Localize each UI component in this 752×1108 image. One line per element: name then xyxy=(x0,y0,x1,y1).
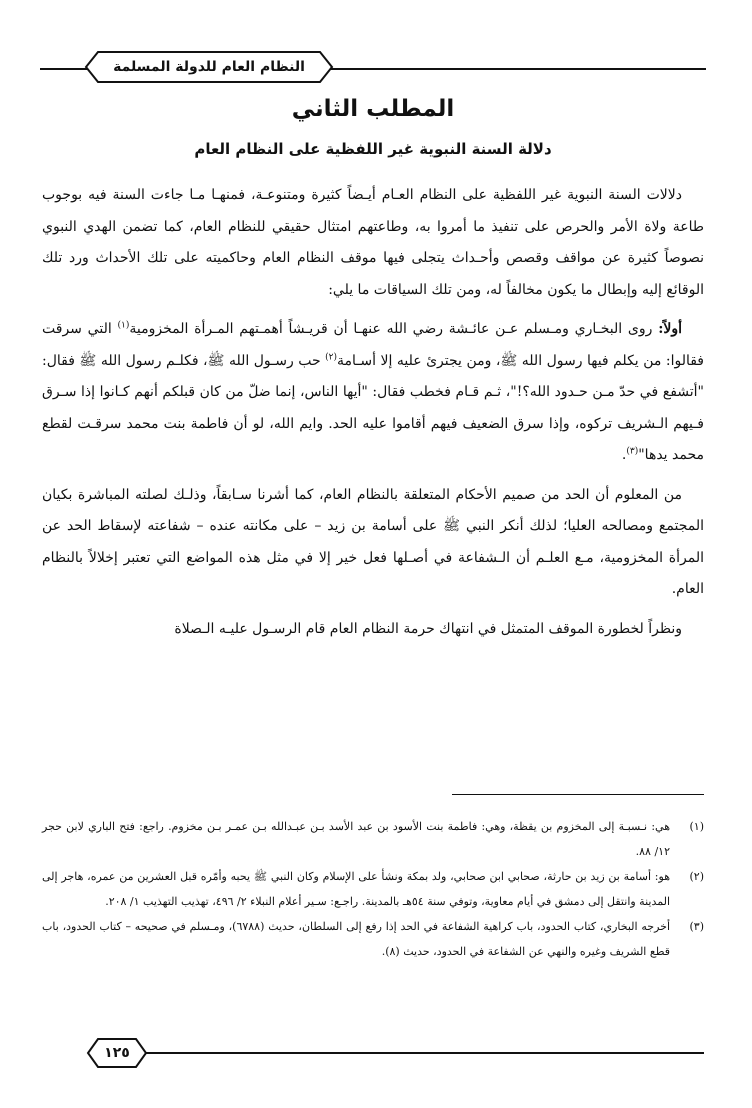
paragraph-1: دلالات السنة النبوية غير اللفظية على النظام العـام أيـضاً كثيرة ومتنوعـة، فمنهـا مـا جاءت السنة فيه بوجوب طاعة ولاة الأمر والحرص على تنفيذ ما أمروا به، وطاعتهم امتثال حقيقي للنظام العام، كما تضمن الهدي النبوي نصوصاً كثيرة عن مواقف وقصص وأحـداث يتجلى فيها موقف النظام العام وحاكميته على تلك الأحداث ورد تلك الوقائع إليه وإبطال ما يكون مخالفاً له، ومن تلك السياقات ما يلي: xyxy=(42,187,704,298)
footnote-separator xyxy=(452,794,704,795)
page-number: ١٢٥ xyxy=(104,1045,130,1061)
page-number-badge xyxy=(86,1037,148,1069)
paragraph-3: من المعلوم أن الحد من صميم الأحكام المتعلقة بالنظام العام، كما أشرنا سـابقاً، وذلـك لصلته المباشرة بكيان المجتمع ومصالحه العليا؛ لذلك أنكر النبي ﷺ على أسامة بن زيد – على مكانته عنده – شفاعته لإسقاط الحد عن المرأة المخزومية، مـع العلـم أن الـشفاعة في أصـلها فعل خير إلا في مثل هذه المواضع التي تعتبر إخلالاً بالنظام العام. xyxy=(42,486,704,597)
footnote-ref-1[interactable]: (١) xyxy=(117,320,130,331)
footnote-ref-3[interactable]: (٣) xyxy=(626,446,639,457)
paragraph-4: ونظراً لخطورة الموقف المتمثل في انتهاك حرمة النظام العام قام الرسـول عليـه الـصلاة xyxy=(174,620,682,637)
paragraph-2-text-b: التي سرقت فقالوا: من يكلم فيها رسول الله ﷺ، ومن يجترئ عليه إلا أسـامة xyxy=(42,321,704,369)
footnotes xyxy=(42,814,704,964)
section-subtitle: دلالة السنة النبوية غير اللفظية على النظام العام xyxy=(194,140,552,158)
header-rule-right xyxy=(326,68,706,70)
body-text xyxy=(42,180,704,653)
footnote-ref-2[interactable]: (٢) xyxy=(325,351,338,362)
paragraph-2-text-c: حب رسـول الله ﷺ، فكلـم رسول الله ﷺ فقال: "أتشفع في حدّ مـن حـدود الله؟!"، ثـم قـام فخطب فقال: "أيها الناس، إنما ضلّ من كان قبلكم أنهم كـانوا إذا سـرق فـيهم الـشريف تركوه، وإذا سرق الضعيف فيهم أقاموا عليه الحد. وايم الله، لو أن فاطمة بنت محمد سرقـت لقطع محمد يدها" xyxy=(42,352,704,463)
paragraph-2 xyxy=(42,314,704,472)
footnote-text: هي: نـسبـة إلى المخزوم بن يقظة، وهي: فاطمة بنت الأسود بن عبد الأسد بـن عبـدالله بـن عمـر بـن مخزوم. راجع: فتح الباري لابن حجر ١٢/ ٨٨. xyxy=(42,820,670,858)
footnote-text: هو: أسامة بن زيد بن حارثة، صحابي ابن صحابي، ولد بمكة ونشأ على الإسلام وكان النبي ﷺ يحبه وأمّره قبل العشرين من عمره، هاجر إلى المدينة وانتقل إلى دمشق في أيام معاوية، وتوفي سنة ٥٤هـ بالمدينة. راجـع: سـير أعلام النبلاء ٢/ ٤٩٦، تهذيب التهذيب ١/ ٢٠٨. xyxy=(42,870,670,908)
footnote-item xyxy=(42,864,704,914)
footnote-number: (٢) xyxy=(689,870,704,883)
paragraph-2-lead: أولاً: xyxy=(658,321,683,337)
paragraph-2-text-a: روى البخـاري ومـسلم عـن عائـشة رضي الله عنهـا أن قريـشاً أهمـتهم المـرأة المخزومية xyxy=(129,321,659,337)
footnote-number: (١) xyxy=(689,820,704,833)
footnote-number: (٣) xyxy=(689,920,704,933)
running-header xyxy=(84,50,334,84)
section-title: المطلب الثاني xyxy=(291,96,455,122)
footer-rule xyxy=(132,1052,704,1054)
footnote-item xyxy=(42,814,704,864)
paragraph-2-end: . xyxy=(621,447,627,463)
footnote-text: أخرجه البخاري، كتاب الحدود، باب كراهية الشفاعة في الحد إذا رفع إلى السلطان، حديث (٦٧٨٨)، ومـسلم في صحيحه – كتاب الحدود، باب قطع الشريف وغيره والنهي عن الشفاعة في الحدود، حديث (٨). xyxy=(42,920,671,958)
footnote-item xyxy=(42,914,704,964)
running-header-title: النظام العام للدولة المسلمة xyxy=(113,59,305,75)
